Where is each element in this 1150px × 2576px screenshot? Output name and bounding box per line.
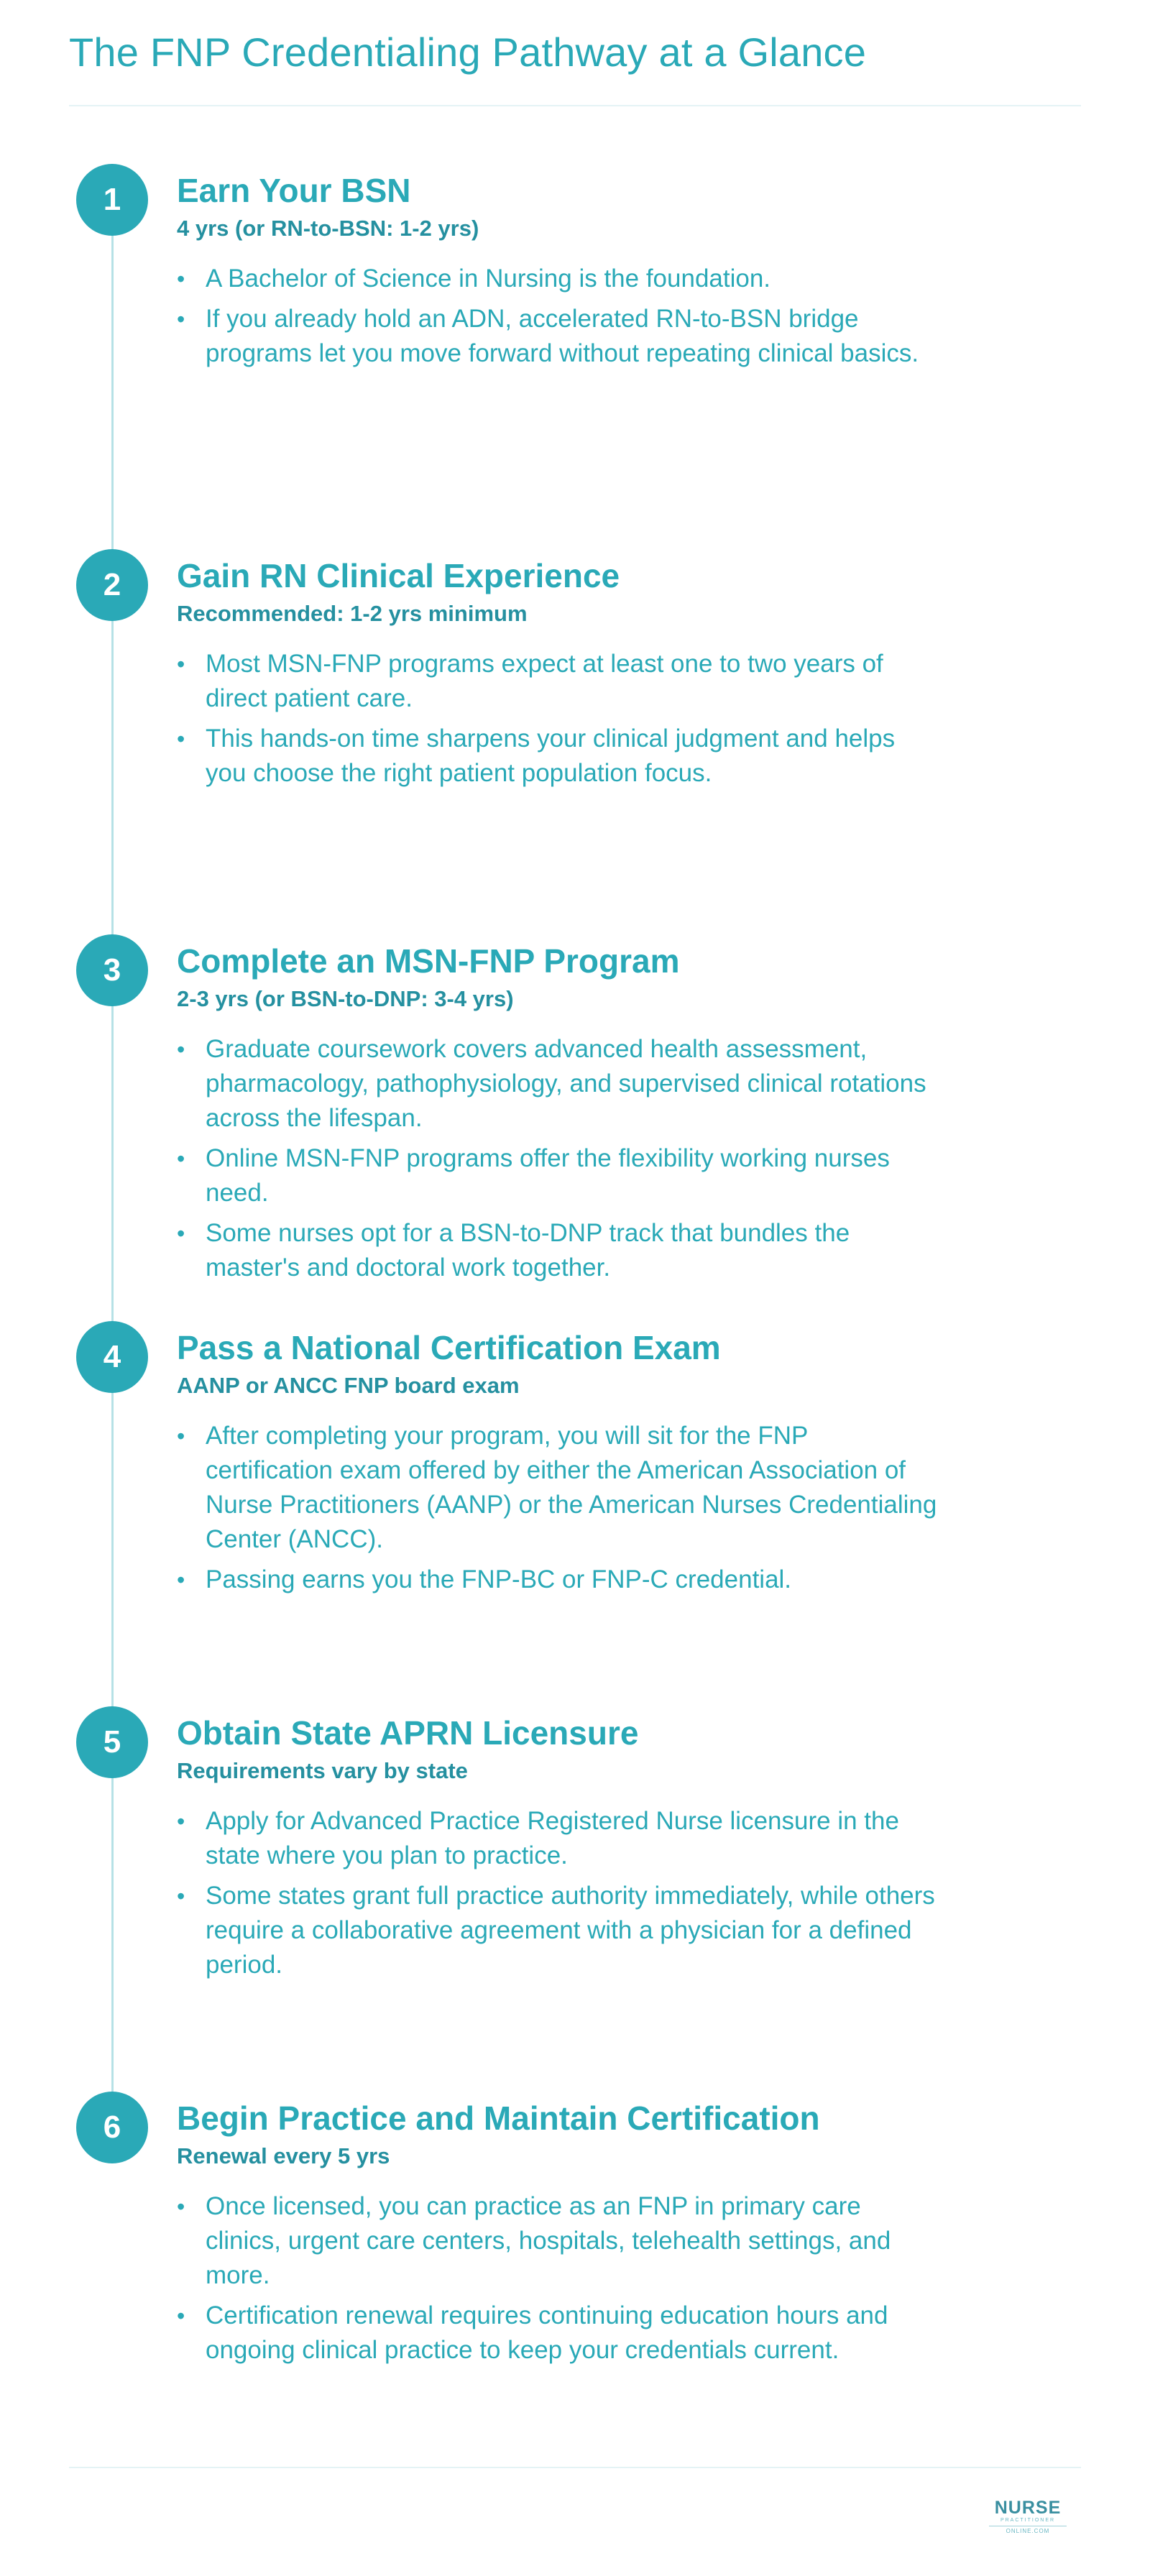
step-duration: 4 yrs (or RN-to-BSN: 1-2 yrs) (177, 216, 479, 241)
step-title: Gain RN Clinical Experience (177, 557, 620, 594)
step-bullets (177, 262, 939, 371)
logo-subtitle: PRACTITIONER (1000, 2518, 1056, 2523)
bullet-item: • Online MSN-FNP programs offer the flexibility working nurses need. (177, 1141, 939, 1210)
bullet-item: • A Bachelor of Science in Nursing is the foundation. (177, 262, 939, 296)
step-duration: Recommended: 1-2 yrs minimum (177, 601, 528, 626)
step-content (177, 934, 953, 1291)
step-content (177, 2092, 953, 2373)
step-number-badge: 1 (76, 164, 148, 236)
step-number-badge: 4 (76, 1321, 148, 1393)
bullet-item: • Passing earns you the FNP-BC or FNP-C credential. (177, 1563, 939, 1597)
logo-domain: ONLINE.COM (989, 2526, 1067, 2536)
bullet-item: • Apply for Advanced Practice Registered Nurse licensure in the state where you plan to practice. (177, 1804, 939, 1873)
step-title: Obtain State APRN Licensure (177, 1714, 639, 1752)
step-content (177, 164, 953, 377)
bullet-item: • Some states grant full practice authority immediately, while others require a collaborative agreement with a physician for a defined period. (177, 1879, 939, 1982)
step-title: Earn Your BSN (177, 172, 411, 209)
step-content (177, 1706, 953, 1988)
step-number-badge: 2 (76, 549, 148, 621)
footer-divider (69, 2467, 1081, 2468)
bullet-item: • This hands-on time sharpens your clinical judgment and helps you choose the right patient population focus. (177, 722, 939, 791)
step-bullets (177, 647, 939, 791)
bullet-item: • If you already hold an ADN, accelerated RN-to-BSN bridge programs let you move forward without repeating clinical basics. (177, 302, 939, 371)
bullet-item: • Certification renewal requires continuing education hours and ongoing clinical practice to keep your credentials current. (177, 2299, 939, 2368)
timeline-line (111, 200, 114, 2126)
logo-wordmark: NURSE (994, 2498, 1062, 2518)
step-duration: Requirements vary by state (177, 1758, 468, 1783)
step-title: Complete an MSN-FNP Program (177, 942, 680, 980)
bullet-item: • Graduate coursework covers advanced health assessment, pharmacology, pathophysiology, and supervised clinical rotations across the lifespan. (177, 1032, 939, 1136)
step-bullets (177, 1419, 939, 1597)
step-content (177, 549, 953, 796)
bullet-item: • After completing your program, you will sit for the FNP certification exam offered by either the American Association of Nurse Practitioners (AANP) or the American Nurses Credentialing Center (ANCC). (177, 1419, 939, 1557)
bullet-item: • Some nurses opt for a BSN-to-DNP track that bundles the master's and doctoral work together. (177, 1216, 939, 1285)
bullet-item: • Once licensed, you can practice as an FNP in primary care clinics, urgent care centers, hospitals, telehealth settings, and more. (177, 2189, 939, 2293)
step-title: Begin Practice and Maintain Certification (177, 2099, 820, 2137)
step-title: Pass a National Certification Exam (177, 1329, 721, 1366)
step-duration: 2-3 yrs (or BSN-to-DNP: 3-4 yrs) (177, 986, 514, 1011)
step-duration: AANP or ANCC FNP board exam (177, 1373, 520, 1398)
step-bullets (177, 2189, 939, 2368)
step-number-badge: 5 (76, 1706, 148, 1778)
step-content (177, 1321, 953, 1603)
step-bullets (177, 1032, 939, 1285)
bullet-item: • Most MSN-FNP programs expect at least one to two years of direct patient care. (177, 647, 939, 716)
step-number-badge: 6 (76, 2092, 148, 2163)
header-divider (69, 105, 1081, 106)
brand-logo (989, 2498, 1067, 2536)
page-title: The FNP Credentialing Pathway at a Glance (69, 29, 867, 75)
step-number-badge: 3 (76, 934, 148, 1006)
step-duration: Renewal every 5 yrs (177, 2143, 390, 2168)
step-bullets (177, 1804, 939, 1982)
